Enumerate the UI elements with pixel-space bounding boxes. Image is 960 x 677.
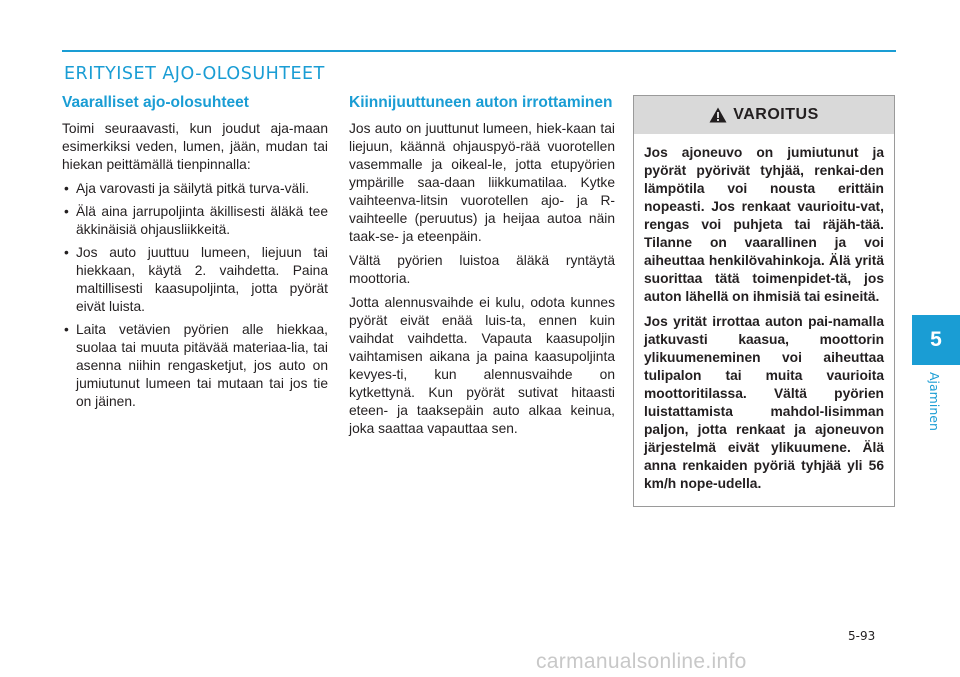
paragraph: Vältä pyörien luistoa äläkä ryntäytä moottoria. (349, 253, 615, 286)
warning-body (634, 134, 894, 493)
warning-box (633, 95, 895, 507)
list-item (62, 203, 328, 239)
list-item (62, 244, 328, 316)
list-item-text: Aja varovasti ja säilytä pitkä turva-väli. (76, 181, 310, 196)
list-item-text: Älä aina jarrupoljinta äkillisesti äläkä tee äkkinäisiä ohjausliikkeitä. (76, 204, 328, 237)
chapter-name: Ajaminen (927, 372, 942, 431)
bullet-mark: • (64, 322, 69, 337)
list-item-text: Jos auto juuttuu lumeen, liejuun tai hiekkaan, käytä 2. vaihdetta. Paina maltillisesti kaasupoljinta, jotta pyörät eivät luista. (76, 245, 328, 314)
warning-paragraph: Jos ajoneuvo on jumiutunut ja pyörät pyörivät tyhjää, renkai-den lämpötila voi nousta erittäin nopeasti. Jos renkaat vaurioitu-vat, rengas voi puhjeta tai räjäh-tää. Tilanne on vaarallinen ja voi aiheuttaa henkilövahinkoja. Älä yritä suorittaa tätä toimenpidet-tä, jos auton lähellä on ihmisiä tai esineitä. (644, 145, 884, 304)
list-item-text: Laita vetävien pyörien alle hiekkaa, suolaa tai muuta pitävää materiaa-lia, tai asenna niihin rengasketjut, jos auto on jumiutunut lumeen tai mutaan tai jos tie on jäinen. (76, 322, 328, 409)
warning-paragraph: Jos yrität irrottaa auton pai-namalla jatkuvasti kaasua, moottorin ylikuumeneminen voi aiheuttaa tulipalon tai muita vaurioita moottoritilassa. Vältä pyörien luistattamista mahdol-lisimman paljon, jotta renkaat ja ajoneuvon järjestelmä eivät ylikuumene. Älä anna renkaiden pyöriä tyhjää yli 56 km/h nope-udella. (644, 314, 884, 491)
bullet-mark: • (64, 245, 69, 260)
column-hazardous-conditions (62, 94, 328, 416)
hazardous-conditions-heading: Vaaralliset ajo-olosuhteet (62, 94, 249, 111)
paragraph: Jotta alennusvaihde ei kulu, odota kunnes pyörät eivät enää luis-ta, ennen kuin vaihdat vaihdetta. Vapauta kaasupoljin vaihtamisen aikana ja paina kaasupoljinta kevyes-ti, kun alennusvaihde on kytkettynä. Kun pyörät sutivat hitaasti eteen- ja taaksepäin auto alkaa keinua, joka saattaa vapauttaa sen. (349, 295, 615, 436)
bullet-mark: • (64, 181, 69, 196)
hazardous-conditions-intro: Toimi seuraavasti, kun joudut aja-maan esimerkiksi veden, lumen, jään, mudan tai hiekan peittämällä tienpinnalla: (62, 121, 328, 172)
page-number: 5-93 (848, 629, 876, 643)
warning-title: VAROITUS (733, 106, 819, 123)
warning-header (634, 96, 894, 134)
list-item (62, 180, 328, 198)
top-rule (62, 50, 896, 52)
bullet-mark: • (64, 204, 69, 219)
hazardous-conditions-list (62, 180, 328, 411)
column-freeing-stuck-vehicle (349, 94, 615, 444)
paragraph: Jos auto on juuttunut lumeen, hiek-kaan tai liejuun, käännä ohjauspyö-rää vuorotellen vasemmalle ja oikeal-le, jotta etupyörien ympärille saa-daan liikkumatilaa. Kytke vaihteenva-litsin vuorotellen ajo- ja R-vaihteelle (peruutus) ja heijaa autoa näin taak-se- ja eteenpäin. (349, 121, 615, 244)
freeing-stuck-vehicle-heading: Kiinnijuuttuneen auton irrottaminen (349, 94, 613, 111)
chapter-number-tab[interactable]: 5 (912, 315, 960, 365)
section-title: ERITYISET AJO-OLOSUHTEET (64, 64, 325, 84)
watermark: carmanualsonline.info (536, 650, 747, 673)
warning-triangle-icon (709, 107, 727, 123)
list-item (62, 321, 328, 411)
